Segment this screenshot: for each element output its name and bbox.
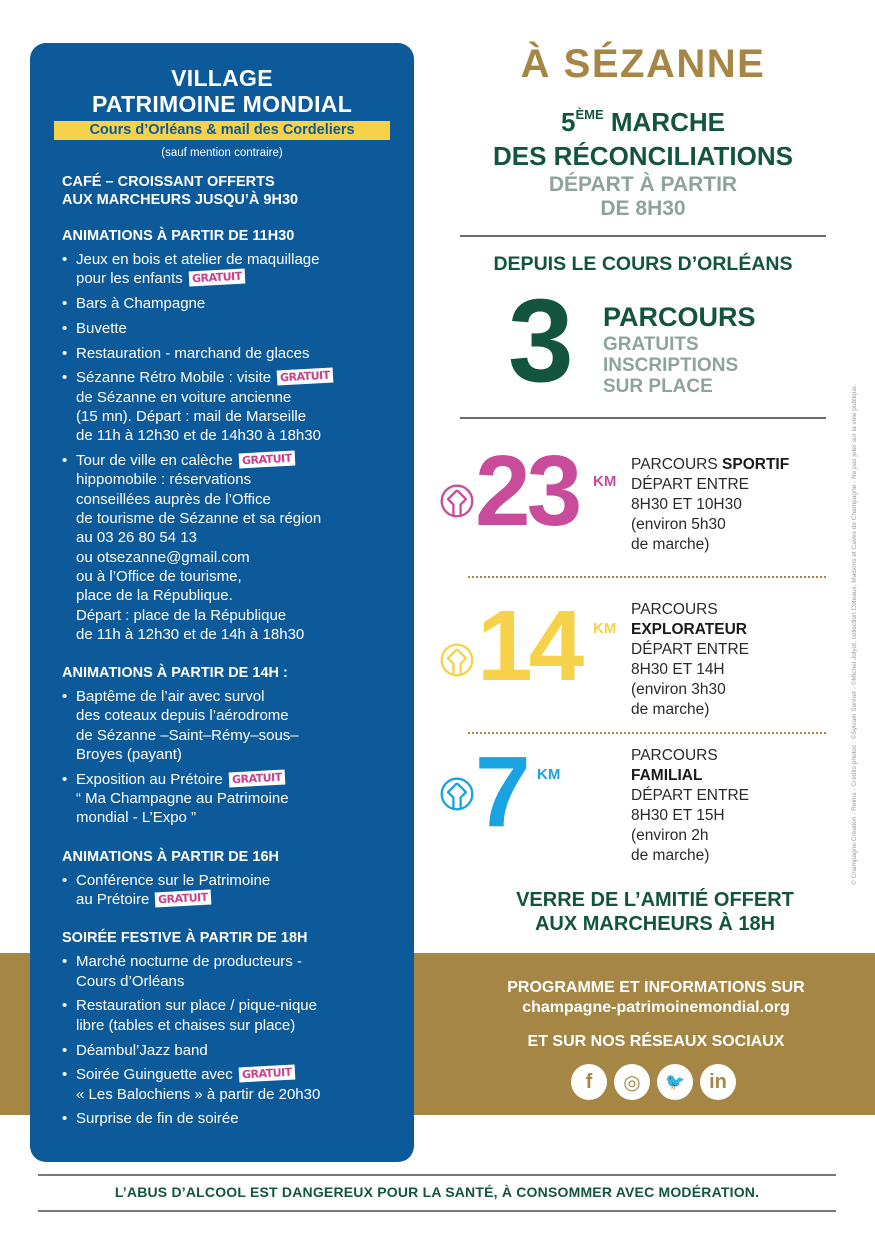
event-start-line1: DÉPART À PARTIR [548,173,738,196]
cafe-offer [62,173,390,209]
list-item-text: Restauration - marchand de glaces [76,344,310,362]
event-title-a: MARCHE [610,107,725,137]
program-sections [62,227,390,1129]
edition-suffix: ÈME [575,107,604,122]
section-heading: ANIMATIONS À PARTIR DE 16H [62,848,279,865]
friendship-drink-line1: VERRE DE L’AMITIÉ OFFERT [516,889,794,911]
list-item [62,1109,390,1128]
route-explorateur [435,590,835,720]
world-heritage-emblem-icon [439,642,475,678]
list-item-text: Marché nocturne de producteurs - Cours d’Orléans [76,953,302,990]
footer-divider-bottom [38,1210,836,1212]
event-title [460,98,826,173]
list-item-text: Soirée Guinguette avec [76,1066,233,1084]
world-heritage-emblem-icon [439,483,475,519]
linkedin-icon[interactable]: in [700,1064,736,1100]
village-place: Cours d’Orléans & mail des Cordeliers [54,121,390,140]
dotted-divider [468,732,826,734]
edition-number: 5 [561,107,576,137]
friendship-drink-line2: AUX MARCHEURS À 18H [534,913,776,935]
list-item-text: Baptême de l’air avec survol des coteaux depuis l’aérodrome de Sézanne –Saint–Rémy–sous– Broyes (payant) [76,688,299,764]
facebook-icon[interactable]: f [571,1064,607,1100]
route-name: FAMILIAL [631,767,703,784]
village-note: (sauf mention contraire) [161,147,283,159]
event-header [460,40,826,221]
list-item [62,1065,390,1104]
free-badge: GRATUIT [228,769,284,787]
route-prefix: PARCOURS [631,456,723,473]
list-item-continued: hippomobile : réservations conseillées auprès de l’Office de tourisme de Sézanne et sa région au 03 26 80 54 13 ou otsezanne@gmail.com ou à l’Office de tourisme, place de la République. Départ : place de la République de 11h à 12h30 et de 14h à 18h30 [76,471,322,643]
list-item-text: Restauration sur place / pique-nique libre (tables et chaises sur place) [76,997,317,1034]
route-distance: 14 [477,590,581,702]
list-item [62,294,390,313]
section-list [62,952,390,1128]
social-links [571,1064,736,1100]
instagram-icon[interactable]: ◎ [614,1064,650,1100]
info-block [440,978,872,1052]
list-item-text: Exposition au Prétoire [76,770,223,788]
list-item [62,250,390,289]
friendship-drink [460,888,850,936]
village-title [54,65,390,117]
route-name: SPORTIF [722,456,790,473]
info-heading: PROGRAMME ET INFORMATIONS SUR [507,979,805,996]
dotted-divider [468,576,826,578]
list-item [62,996,390,1035]
village-title-line1: VILLAGE [171,65,273,91]
divider [460,235,826,237]
section-list [62,250,390,644]
route-count-sub3: SUR PLACE [603,376,713,397]
route-count-sub2: INSCRIPTIONS [603,355,739,376]
list-item-text: Tour de ville en calèche [76,452,233,470]
health-warning: L’ABUS D’ALCOOL EST DANGEREUX POUR LA SANTÉ, À CONSOMMER AVEC MODÉRATION. [114,1184,760,1200]
route-name: EXPLORATEUR [631,621,747,638]
route-count-sub1: GRATUITS [603,334,699,355]
route-prefix: PARCOURS [631,747,718,764]
divider [460,417,826,419]
free-badge: GRATUIT [238,451,294,469]
photo-credit: © Champagne Création - Reims - Crédits photos : ©Sylvain Sonnet - ©Michel Jolyot, collection Coteaux, Maisons et Caves de Champagne - Ne pas jeter sur la voie publique. [851,384,858,885]
section-heading: ANIMATIONS À PARTIR DE 11H30 [62,228,295,244]
route-description [631,600,749,720]
free-badge: GRATUIT [238,1065,294,1083]
website-link[interactable]: champagne-patrimoinemondial.org [522,999,790,1016]
list-item [62,871,390,910]
twitter-icon[interactable]: 🐦 [657,1064,693,1100]
route-details: DÉPART ENTRE 8H30 ET 15H (environ 2h de marche) [631,787,749,864]
list-item [62,687,390,764]
section-heading: SOIRÉE FESTIVE À PARTIR DE 18H [62,930,308,947]
list-item-text: Sézanne Rétro Mobile : visite [76,369,272,387]
list-item [62,770,390,828]
city-title: À SÉZANNE [520,42,766,86]
list-item [62,319,390,338]
route-distance-unit: KM [537,766,561,783]
list-item-continued: “ Ma Champagne au Patrimoine mondial - L’Expo ” [76,790,289,827]
list-item-text: Buvette [76,319,127,337]
route-distance-unit: KM [593,620,617,637]
route-details: DÉPART ENTRE 8H30 ET 10H30 (environ 5h30 de marche) [631,476,749,553]
free-badge: GRATUIT [188,269,244,287]
route-distance: 7 [475,736,527,848]
event-start [460,173,826,221]
route-familial [435,736,835,866]
list-item-text: Déambul’Jazz band [76,1041,208,1059]
cafe-offer-line1: CAFÉ – CROISSANT OFFERTS [62,174,275,190]
world-heritage-emblem-icon [439,776,475,812]
social-label: ET SUR NOS RÉSEAUX SOCIAUX [527,1033,785,1050]
route-count-label: PARCOURS [603,302,756,332]
route-count-sub [603,334,738,397]
cafe-offer-line2: AUX MARCHEURS JUSQU’À 9H30 [62,192,299,208]
section-heading: ANIMATIONS À PARTIR DE 14H : [62,665,288,682]
event-title-line1 [460,98,826,139]
section-list [62,871,390,910]
list-item-text: Bars à Champagne [76,295,206,313]
route-count: 3 [508,275,574,407]
free-badge: GRATUIT [277,368,333,386]
section-list [62,687,390,828]
list-item-text: Surprise de fin de soirée [76,1110,239,1128]
village-card [30,43,414,1162]
list-item-continued: « Les Balochiens » à partir de 20h30 [76,1085,321,1103]
list-item-continued: au Prétoire [76,891,150,909]
route-prefix: PARCOURS [631,601,718,618]
footer-divider-top [38,1174,836,1176]
list-item-text: Jeux en bois et atelier de maquillage pour les enfants [76,251,320,288]
free-badge: GRATUIT [155,890,211,908]
village-title-line2: PATRIMOINE MONDIAL [91,91,353,117]
list-item-continued: de Sézanne en voiture ancienne (15 mn). Départ : mail de Marseille de 11h à 12h30 et de 14h30 à 18h30 [76,388,321,445]
list-item [62,1041,390,1060]
route-sportif [435,435,835,565]
list-item [62,952,390,991]
list-item [62,344,390,363]
route-distance: 23 [475,435,579,547]
start-location: DEPUIS LE COURS D’ORLÉANS [493,253,793,275]
event-start-line2: DE 8H30 [600,197,686,220]
list-item [62,451,390,644]
list-item-text: Conférence sur le Patrimoine [76,871,271,889]
list-item [62,368,390,445]
route-details: DÉPART ENTRE 8H30 ET 14H (environ 3h30 de marche) [631,641,749,718]
route-description [631,746,749,866]
event-title-b: DES RÉCONCILIATIONS [493,141,793,171]
route-description [631,455,789,555]
route-distance-unit: KM [593,473,617,490]
